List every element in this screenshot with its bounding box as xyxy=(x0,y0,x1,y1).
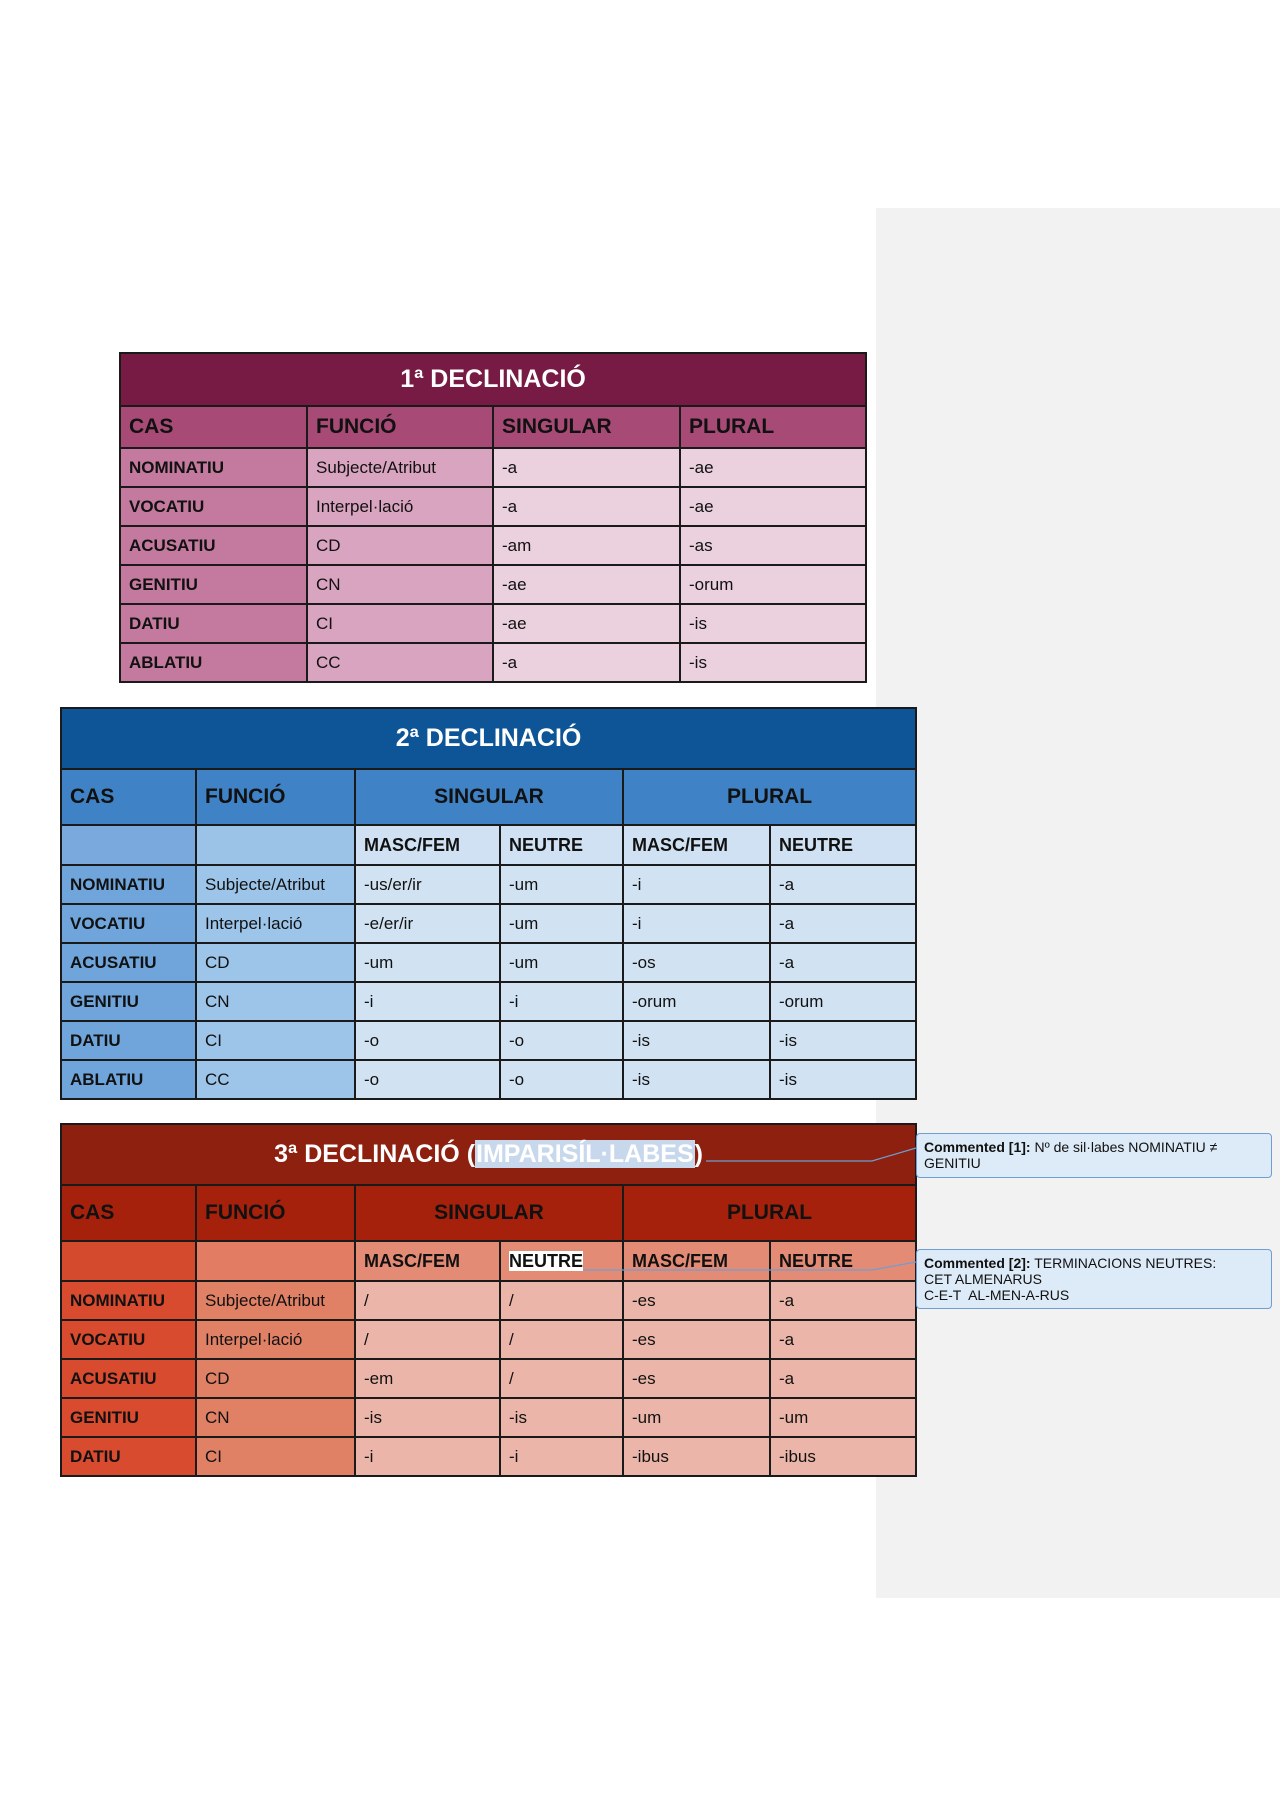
value-cell: -um xyxy=(770,1398,916,1437)
value-cell: -is xyxy=(770,1060,916,1099)
header-singular: SINGULAR xyxy=(355,1185,623,1241)
subheader-singular-neutre xyxy=(500,1241,623,1281)
highlighted-comment-anchor[interactable]: NEUTRE xyxy=(509,1250,584,1271)
table-row xyxy=(61,982,916,1021)
function-cell: CI xyxy=(196,1021,355,1060)
function-cell: CI xyxy=(307,604,493,643)
value-cell: -i xyxy=(623,865,770,904)
case-cell: VOCATIU xyxy=(61,1320,196,1359)
value-cell: -es xyxy=(623,1281,770,1320)
value-cell: -o xyxy=(500,1021,623,1060)
value-cell: -um xyxy=(623,1398,770,1437)
case-cell: ACUSATIU xyxy=(120,526,307,565)
comment-pane xyxy=(876,208,1280,1598)
subheader-plural-neutre: NEUTRE xyxy=(770,1241,916,1281)
header-cas: CAS xyxy=(120,406,307,448)
function-cell: CD xyxy=(196,1359,355,1398)
header-cas: CAS xyxy=(61,1185,196,1241)
value-cell: -um xyxy=(500,904,623,943)
case-cell: DATIU xyxy=(120,604,307,643)
header-funcio: FUNCIÓ xyxy=(307,406,493,448)
function-cell: CC xyxy=(196,1060,355,1099)
value-cell: -um xyxy=(355,943,500,982)
subheader-plural-mascfem: MASC/FEM xyxy=(623,1241,770,1281)
value-cell: -is xyxy=(623,1021,770,1060)
header-singular: SINGULAR xyxy=(355,769,623,825)
value-cell: -i xyxy=(355,982,500,1021)
title-prefix: 3ª DECLINACIÓ ( xyxy=(274,1140,476,1168)
empty-subheader xyxy=(61,1241,196,1281)
value-cell: -us/er/ir xyxy=(355,865,500,904)
table-row xyxy=(61,1398,916,1437)
singular-cell: -a xyxy=(493,487,680,526)
highlighted-comment-anchor[interactable]: IMPARISÍL·LABES xyxy=(476,1140,694,1168)
plural-cell: -ae xyxy=(680,487,866,526)
value-cell: -es xyxy=(623,1359,770,1398)
comment-text: Nº de sil·labes NOMINATIU ≠ GENITIU xyxy=(924,1139,1218,1171)
plural-cell: -as xyxy=(680,526,866,565)
function-cell: Interpel·lació xyxy=(196,904,355,943)
value-cell: -a xyxy=(770,1359,916,1398)
case-cell: ACUSATIU xyxy=(61,1359,196,1398)
case-cell: DATIU xyxy=(61,1437,196,1476)
value-cell: -a xyxy=(770,943,916,982)
case-cell: ACUSATIU xyxy=(61,943,196,982)
value-cell: -a xyxy=(770,1320,916,1359)
function-cell: CN xyxy=(307,565,493,604)
table-title: 1ª DECLINACIÓ xyxy=(120,353,866,406)
table-row xyxy=(61,1359,916,1398)
table-row xyxy=(61,1281,916,1320)
singular-cell: -a xyxy=(493,643,680,682)
function-cell: Interpel·lació xyxy=(307,487,493,526)
value-cell: / xyxy=(355,1320,500,1359)
value-cell: -e/er/ir xyxy=(355,904,500,943)
value-cell: -i xyxy=(500,982,623,1021)
table-row xyxy=(61,1437,916,1476)
header-funcio: FUNCIÓ xyxy=(196,1185,355,1241)
comment-ref: Commented [2]: xyxy=(924,1255,1031,1271)
case-cell: VOCATIU xyxy=(120,487,307,526)
function-cell: CN xyxy=(196,1398,355,1437)
singular-cell: -ae xyxy=(493,565,680,604)
function-cell: Subjecte/Atribut xyxy=(196,1281,355,1320)
subheader-singular-neutre: NEUTRE xyxy=(500,825,623,865)
function-cell: CD xyxy=(307,526,493,565)
comment-text-line: CET ALMENARUS xyxy=(924,1271,1042,1287)
table-row xyxy=(61,904,916,943)
comment-text-line: C-E-T AL-MEN-A-RUS xyxy=(924,1287,1070,1303)
case-cell: GENITIU xyxy=(61,982,196,1021)
header-cas: CAS xyxy=(61,769,196,825)
function-cell: Interpel·lació xyxy=(196,1320,355,1359)
function-cell: CN xyxy=(196,982,355,1021)
value-cell: -is xyxy=(355,1398,500,1437)
value-cell: -os xyxy=(623,943,770,982)
header-funcio: FUNCIÓ xyxy=(196,769,355,825)
header-plural: PLURAL xyxy=(623,1185,916,1241)
value-cell: -o xyxy=(500,1060,623,1099)
table-row xyxy=(61,1320,916,1359)
empty-subheader xyxy=(61,825,196,865)
value-cell: -i xyxy=(500,1437,623,1476)
value-cell: -i xyxy=(623,904,770,943)
subheader-singular-mascfem: MASC/FEM xyxy=(355,825,500,865)
case-cell: ABLATIU xyxy=(61,1060,196,1099)
value-cell: / xyxy=(500,1320,623,1359)
table-row xyxy=(120,604,866,643)
table-title xyxy=(61,1124,916,1185)
case-cell: ABLATIU xyxy=(120,643,307,682)
plural-cell: -orum xyxy=(680,565,866,604)
table-row xyxy=(61,1021,916,1060)
subheader-plural-mascfem: MASC/FEM xyxy=(623,825,770,865)
value-cell: -is xyxy=(500,1398,623,1437)
first-declension-table xyxy=(119,352,867,683)
value-cell: -a xyxy=(770,1281,916,1320)
table-row xyxy=(61,943,916,982)
title-suffix: ) xyxy=(694,1140,703,1168)
table-row xyxy=(120,526,866,565)
function-cell: CI xyxy=(196,1437,355,1476)
case-cell: GENITIU xyxy=(61,1398,196,1437)
third-declension-table xyxy=(60,1123,917,1477)
comment-balloon-2[interactable] xyxy=(916,1249,1272,1309)
value-cell: -ibus xyxy=(623,1437,770,1476)
value-cell: / xyxy=(500,1281,623,1320)
value-cell: -a xyxy=(770,865,916,904)
empty-subheader xyxy=(196,825,355,865)
table-row xyxy=(120,565,866,604)
value-cell: -a xyxy=(770,904,916,943)
value-cell: -orum xyxy=(623,982,770,1021)
plural-cell: -is xyxy=(680,604,866,643)
header-singular: SINGULAR xyxy=(493,406,680,448)
table-row xyxy=(61,865,916,904)
value-cell: -is xyxy=(623,1060,770,1099)
function-cell: CD xyxy=(196,943,355,982)
value-cell: -i xyxy=(355,1437,500,1476)
function-cell: CC xyxy=(307,643,493,682)
value-cell: -o xyxy=(355,1021,500,1060)
function-cell: Subjecte/Atribut xyxy=(196,865,355,904)
value-cell: -um xyxy=(500,943,623,982)
case-cell: DATIU xyxy=(61,1021,196,1060)
subheader-singular-mascfem: MASC/FEM xyxy=(355,1241,500,1281)
value-cell: -um xyxy=(500,865,623,904)
value-cell: -em xyxy=(355,1359,500,1398)
plural-cell: -ae xyxy=(680,448,866,487)
header-plural: PLURAL xyxy=(680,406,866,448)
singular-cell: -a xyxy=(493,448,680,487)
value-cell: -o xyxy=(355,1060,500,1099)
case-cell: NOMINATIU xyxy=(61,1281,196,1320)
value-cell: -ibus xyxy=(770,1437,916,1476)
comment-ref: Commented [1]: xyxy=(924,1139,1031,1155)
case-cell: VOCATIU xyxy=(61,904,196,943)
subheader-plural-neutre: NEUTRE xyxy=(770,825,916,865)
value-cell: / xyxy=(500,1359,623,1398)
plural-cell: -is xyxy=(680,643,866,682)
comment-text: TERMINACIONS NEUTRES: xyxy=(1030,1255,1217,1271)
comment-balloon-1[interactable] xyxy=(916,1133,1272,1178)
function-cell: Subjecte/Atribut xyxy=(307,448,493,487)
table-title: 2ª DECLINACIÓ xyxy=(61,708,916,769)
value-cell: -es xyxy=(623,1320,770,1359)
singular-cell: -ae xyxy=(493,604,680,643)
singular-cell: -am xyxy=(493,526,680,565)
value-cell: -is xyxy=(770,1021,916,1060)
value-cell: -orum xyxy=(770,982,916,1021)
empty-subheader xyxy=(196,1241,355,1281)
second-declension-table xyxy=(60,707,917,1100)
table-row xyxy=(61,1060,916,1099)
case-cell: NOMINATIU xyxy=(120,448,307,487)
table-row xyxy=(120,448,866,487)
table-row xyxy=(120,643,866,682)
value-cell: / xyxy=(355,1281,500,1320)
table-row xyxy=(120,487,866,526)
header-plural: PLURAL xyxy=(623,769,916,825)
case-cell: GENITIU xyxy=(120,565,307,604)
case-cell: NOMINATIU xyxy=(61,865,196,904)
